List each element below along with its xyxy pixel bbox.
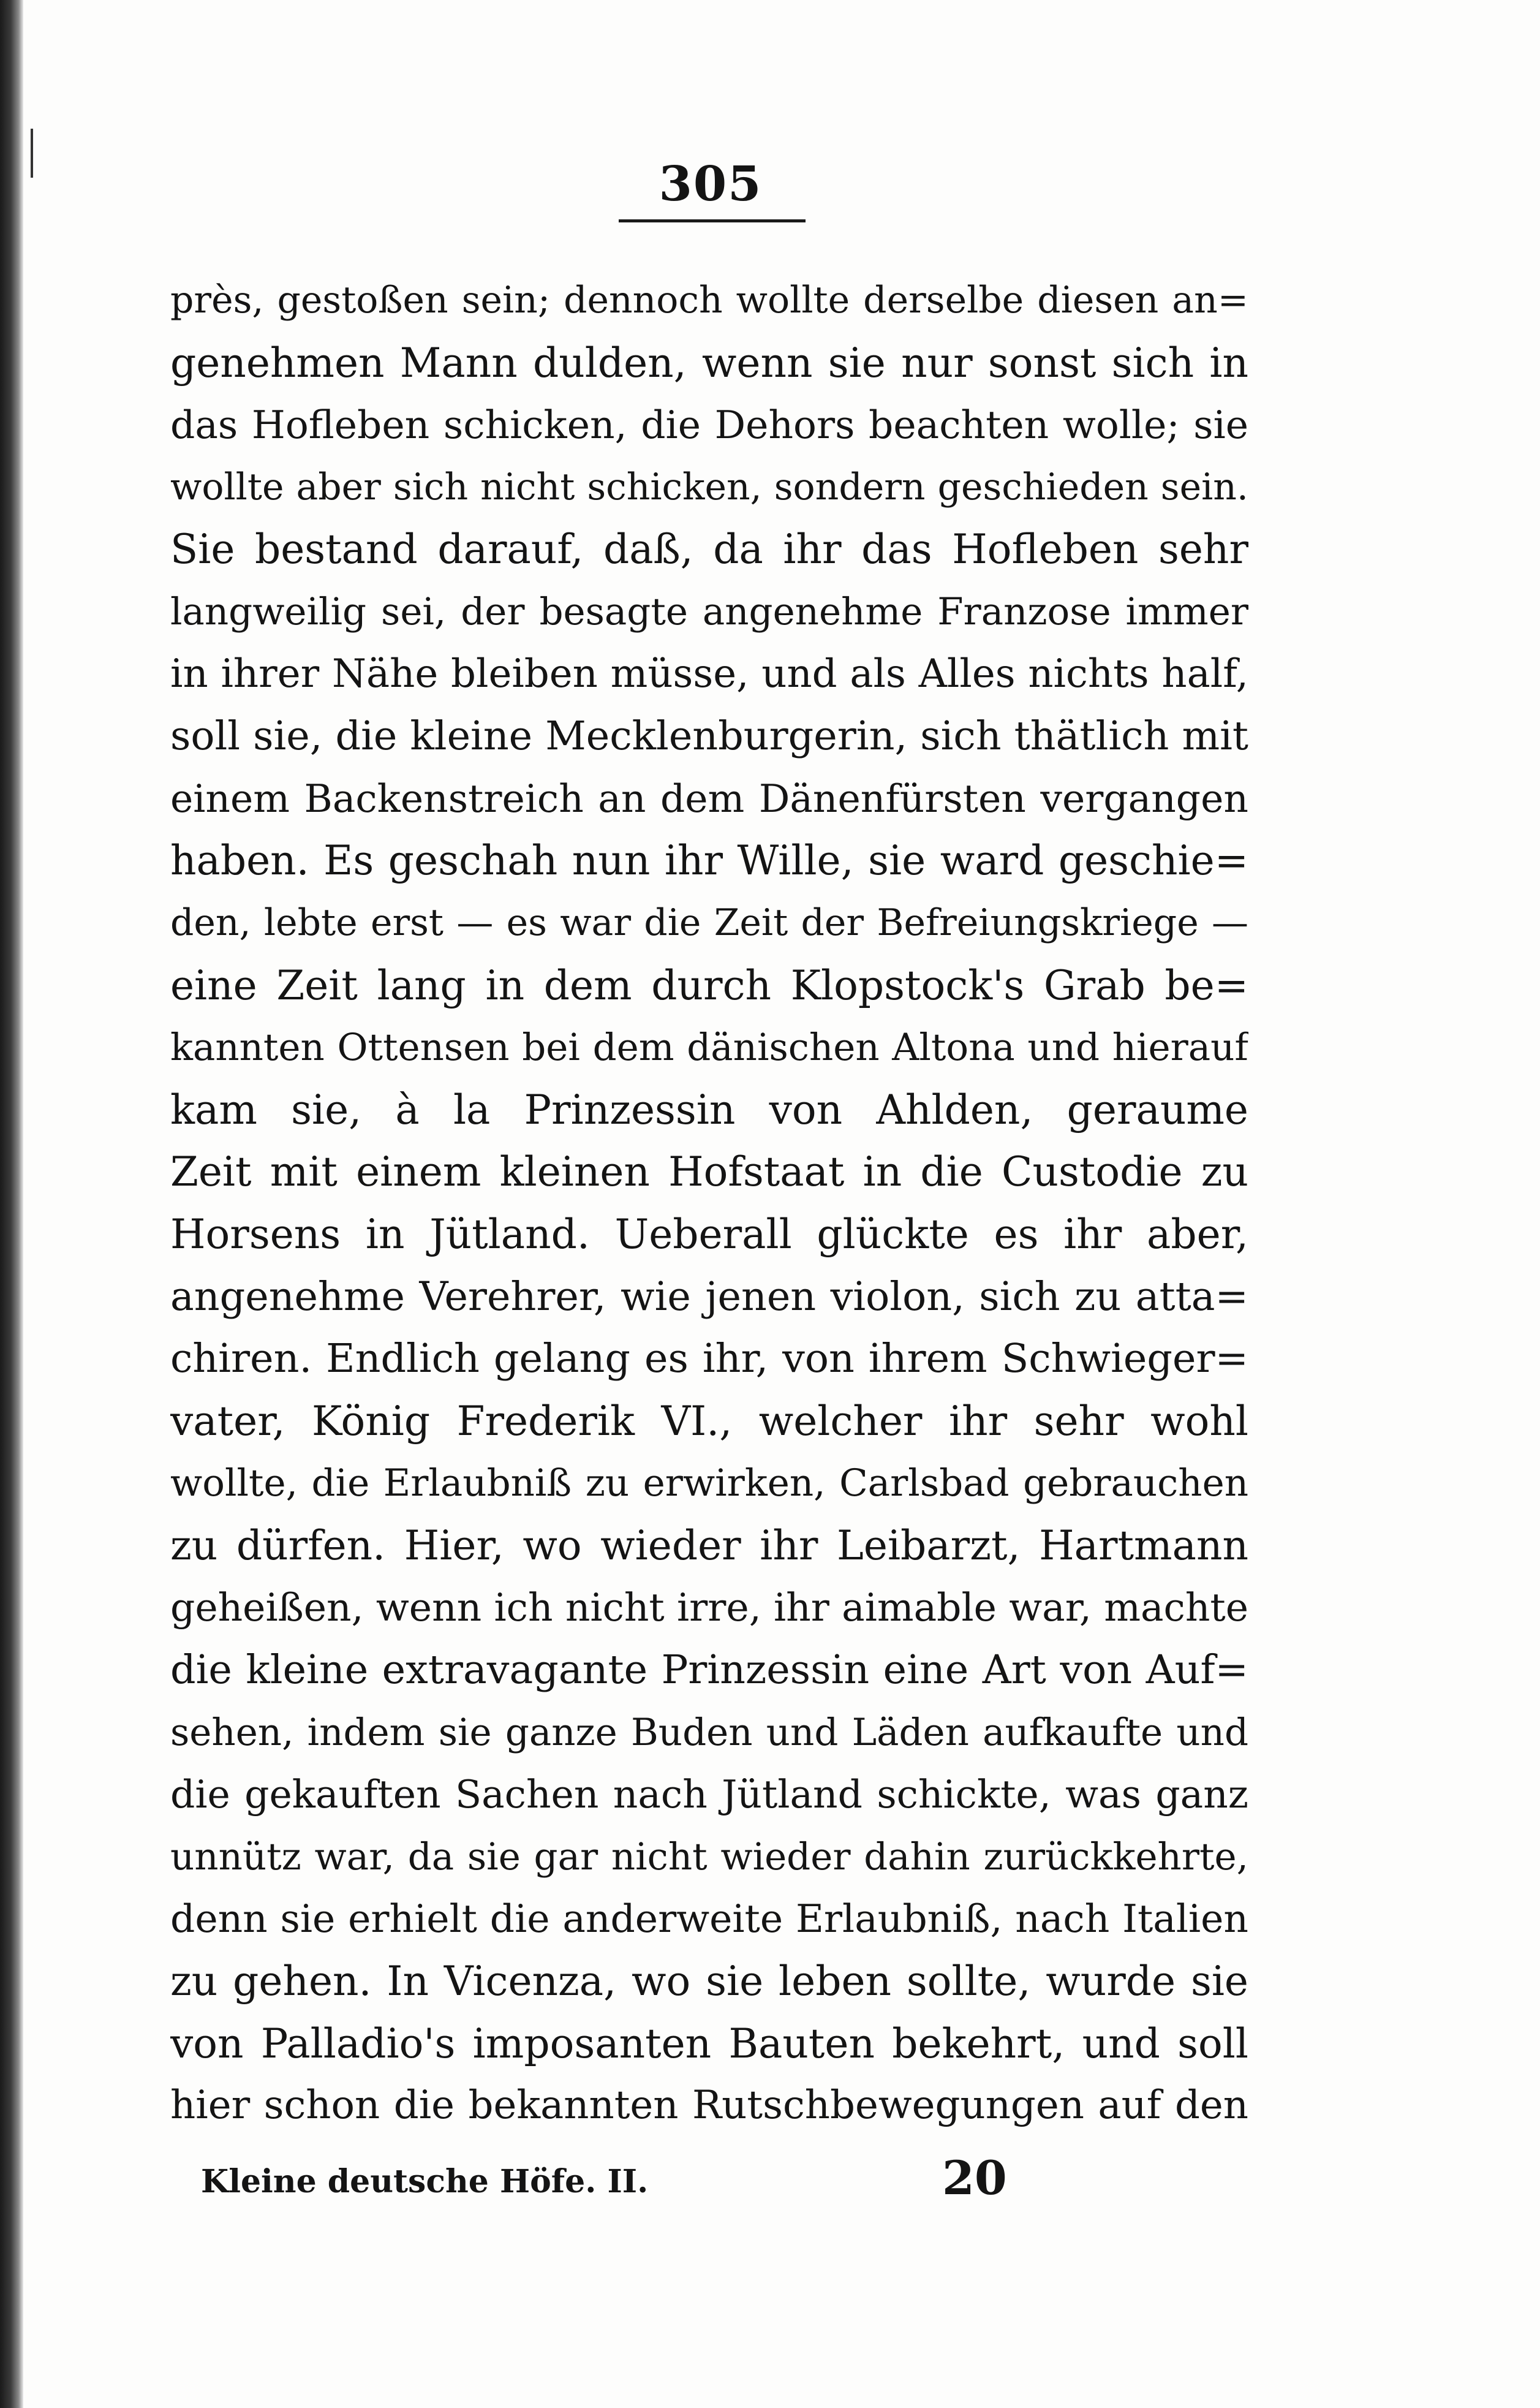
text-line: denn sie erhielt die anderweite Erlaubniß, nach Italien (170, 1896, 1248, 1942)
page-number-rule (619, 219, 806, 222)
binding-edge (0, 0, 23, 2408)
text-line: wollte aber sich nicht schicken, sondern geschieden sein. (170, 465, 1248, 509)
text-line: hier schon die bekannten Rutschbewegungen auf den (170, 2083, 1248, 2129)
text-line: sehen, indem sie ganze Buden und Läden aufkaufte und (170, 1710, 1248, 1754)
text-line: haben. Es geschah nun ihr Wille, sie ward geschie= (170, 837, 1248, 885)
text-line: das Hofleben schicken, die Dehors beachten wolle; sie (170, 403, 1248, 448)
text-line: eine Zeit lang in dem durch Klopstock's Grab be= (170, 961, 1248, 1009)
sheet-number: 20 (942, 2151, 1007, 2205)
binding-mark (31, 129, 33, 178)
text-line: zu dürfen. Hier, wo wieder ihr Leibarzt, Hartmann (170, 1521, 1248, 1569)
text-line: Zeit mit einem kleinen Hofstaat in die Custodie zu (170, 1148, 1248, 1196)
text-line: zu gehen. In Vicenza, wo sie leben sollte, wurde sie (170, 1958, 1248, 2005)
text-line: langweilig sei, der besagte angenehme Franzose immer (170, 589, 1248, 634)
text-line: angenehme Verehrer, wie jenen violon, sich zu atta= (170, 1273, 1248, 1320)
text-line: wollte, die Erlaubniß zu erwirken, Carlsbad gebrauchen (170, 1461, 1248, 1505)
page-number: 305 (659, 156, 763, 212)
text-line: kannten Ottensen bei dem dänischen Altona und hierauf (170, 1026, 1248, 1070)
text-line: einem Backenstreich an dem Dänenfürsten vergangen (170, 776, 1248, 821)
text-line: kam sie, à la Prinzessin von Ahlden, geraume (170, 1086, 1248, 1134)
page-footer (170, 2151, 1248, 2218)
text-line: Sie bestand darauf, daß, da ihr das Hofleben sehr (170, 526, 1248, 574)
text-line: die kleine extravagante Prinzessin eine Art von Auf= (170, 1647, 1248, 1694)
text-line: die gekauften Sachen nach Jütland schickte, was ganz (170, 1772, 1248, 1817)
text-line: près, gestoßen sein; dennoch wollte derselbe diesen an= (170, 279, 1248, 322)
signature-line: Kleine deutsche Höfe. II. (201, 2163, 649, 2200)
text-line: vater, König Frederik VI., welcher ihr sehr wohl (170, 1397, 1248, 1445)
text-line: den, lebte erst — es war die Zeit der Befreiungskriege — (170, 901, 1248, 944)
text-line: soll sie, die kleine Mecklenburgerin, sich thätlich mit (170, 713, 1248, 760)
text-line: unnütz war, da sie gar nicht wieder dahin zurückkehrte, (170, 1834, 1248, 1879)
text-line: von Palladio's imposanten Bauten bekehrt, und soll (170, 2020, 1248, 2067)
text-line: genehmen Mann dulden, wenn sie nur sonst sich in (170, 339, 1248, 387)
text-line: in ihrer Nähe bleiben müsse, und als Alles nichts half, (170, 651, 1248, 697)
text-line: geheißen, wenn ich nicht irre, ihr aimable war, machte (170, 1585, 1248, 1630)
text-line: Horsens in Jütland. Ueberall glückte es ihr aber, (170, 1210, 1248, 1258)
body-text (170, 270, 1248, 2137)
text-line: chiren. Endlich gelang es ihr, von ihrem Schwieger= (170, 1336, 1248, 1382)
